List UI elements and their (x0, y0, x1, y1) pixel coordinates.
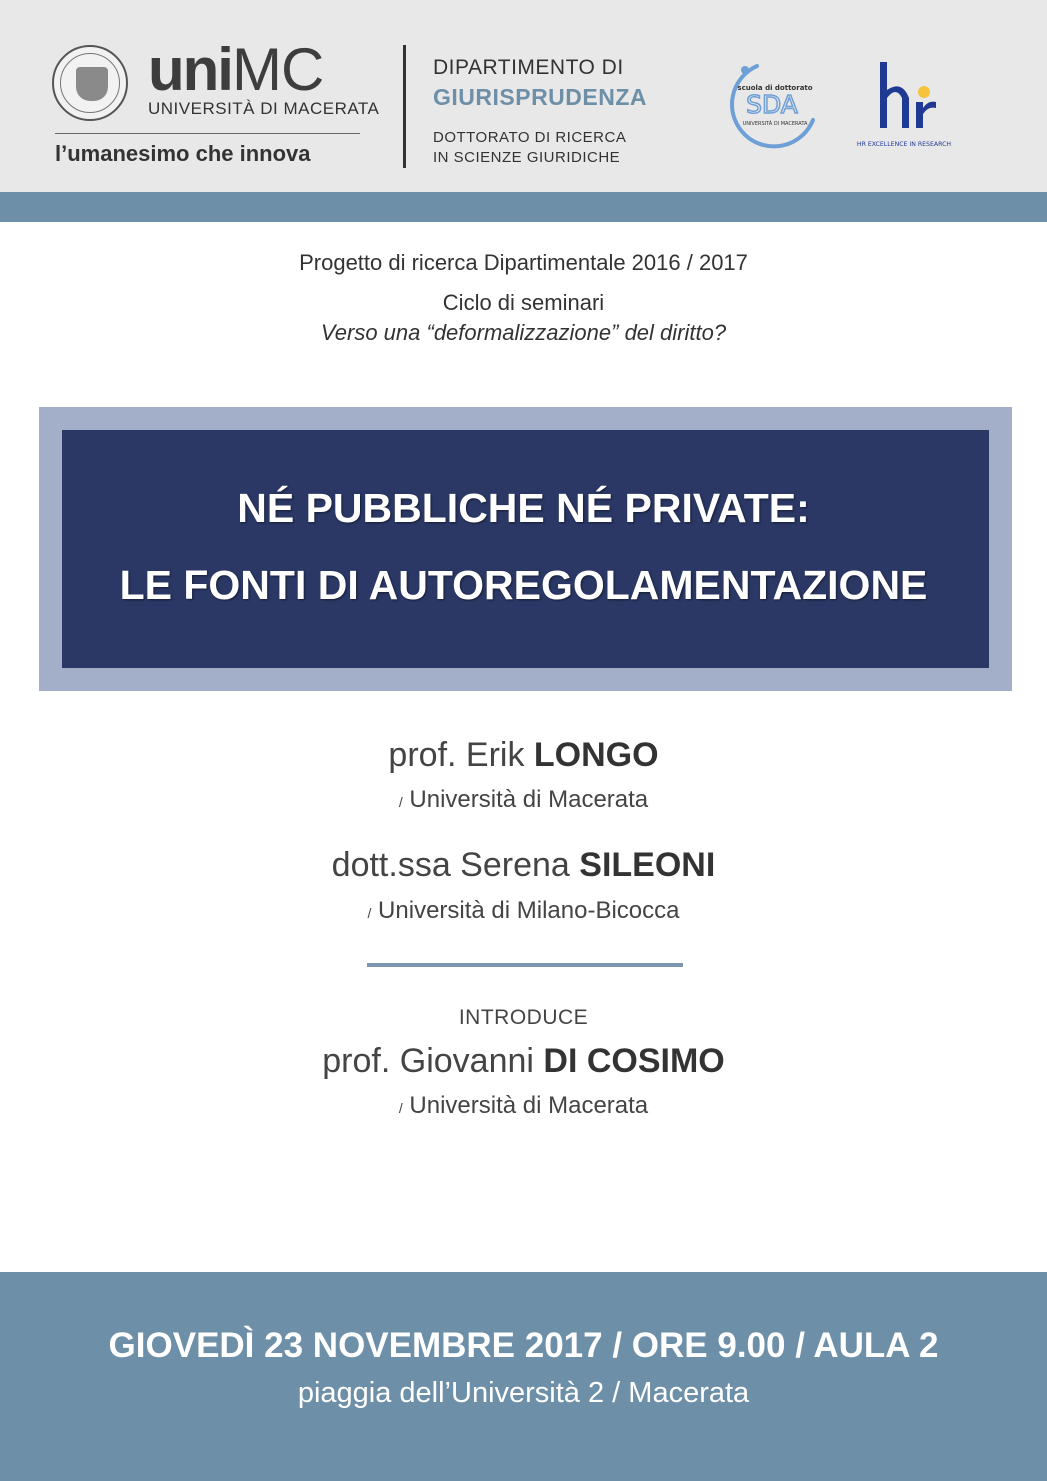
university-seal-icon (52, 45, 128, 121)
affiliation-slash: / (398, 1100, 403, 1116)
sda-letters: SDA (746, 90, 798, 119)
speaker-prefix: prof. Erik (388, 736, 534, 774)
seminar-series-title: Verso una “deformalizzazione” del diritto? (320, 320, 727, 345)
title-box (62, 430, 989, 668)
seminar-cycle-line: Ciclo di seminari (442, 290, 605, 315)
speaker-name (0, 736, 1047, 775)
introducer-affiliation (0, 1092, 1047, 1120)
introducer-prefix: prof. Giovanni (322, 1042, 544, 1080)
speaker-name (0, 846, 1047, 885)
introducer-name (0, 1042, 1047, 1081)
seminar-title-line2: LE FONTI DI AUTOREGOLAMENTAZIONE (119, 562, 928, 608)
hr-caption: HR EXCELLENCE IN RESEARCH (856, 141, 952, 148)
sda-small-text: scuola di dottorato (737, 84, 813, 92)
seminar-title-line1: NÉ PUBBLICHE NÉ PRIVATE: (237, 485, 810, 531)
event-date-time: GIOVEDÌ 23 NOVEMBRE 2017 / ORE 9.00 / AULA 2 (108, 1326, 939, 1365)
unimc-logo-mc: MC (231, 36, 324, 103)
unimc-logo-uni: uni (148, 36, 232, 103)
project-line: Progetto di ricerca Dipartimentale 2016 / 2017 (299, 250, 748, 275)
department-line1: DIPARTIMENTO DI (433, 56, 624, 79)
speaker-affiliation (0, 786, 1047, 814)
header-vertical-divider (403, 45, 406, 168)
sda-subtitle: UNIVERSITÀ DI MACERATA (742, 121, 808, 127)
speaker-prefix: dott.ssa Serena (331, 846, 580, 884)
speaker-surname: LONGO (533, 736, 659, 774)
phd-line2: IN SCIENZE GIURIDICHE (433, 149, 621, 166)
speaker-surname: SILEONI (579, 846, 716, 884)
affiliation-text: Università di Macerata (402, 786, 649, 813)
phd-line1: DOTTORATO DI RICERCA (433, 129, 627, 146)
logo-divider (55, 133, 360, 134)
sda-logo-icon (717, 58, 817, 154)
introducer-surname: DI COSIMO (543, 1042, 725, 1080)
speaker-affiliation (0, 897, 1047, 925)
section-divider (367, 963, 683, 967)
affiliation-slash: / (398, 794, 403, 810)
hr-excellence-logo-icon (856, 58, 952, 154)
event-location: piaggia dell’Università 2 / Macerata (297, 1377, 750, 1409)
department-line2: GIURISPRUDENZA (433, 84, 648, 110)
introduces-label: INTRODUCE (458, 1006, 589, 1029)
affiliation-text: Università di Macerata (402, 1092, 649, 1119)
affiliation-slash: / (367, 905, 372, 921)
university-motto: l’umanesimo che innova (55, 141, 311, 166)
unimc-logo (148, 38, 323, 102)
header-stripe (0, 192, 1047, 222)
affiliation-text: Università di Milano-Bicocca (371, 897, 680, 924)
university-name: UNIVERSITÀ DI MACERATA (148, 99, 380, 118)
